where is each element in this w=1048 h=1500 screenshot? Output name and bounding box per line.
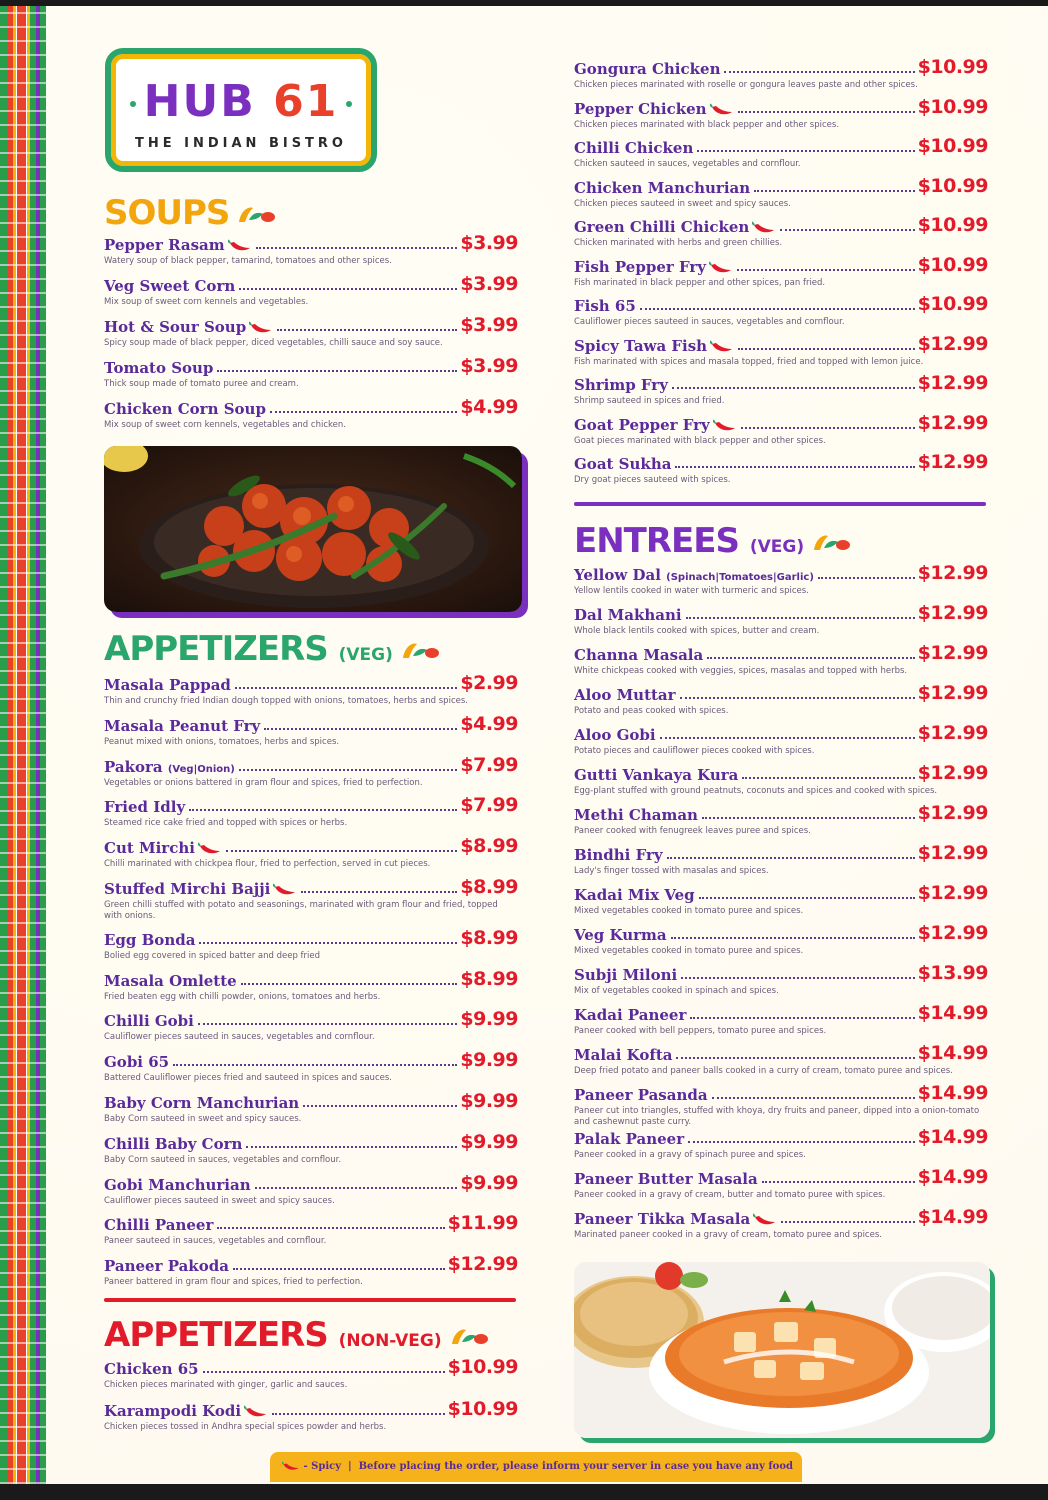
chili-icon bbox=[198, 842, 222, 856]
menu-item bbox=[104, 1131, 518, 1166]
leader-dots bbox=[741, 427, 915, 429]
menu-item-description: Thick soup made of tomato puree and cream. bbox=[104, 379, 299, 389]
leader-dots bbox=[270, 411, 457, 413]
menu-item bbox=[574, 293, 988, 328]
menu-item-description: Chilli marinated with chickpea flour, fried to perfection, served in cut pieces. bbox=[104, 859, 431, 870]
menu-item-name: Gongura Chicken bbox=[574, 60, 721, 78]
menu-item-name: Shrimp Fry bbox=[574, 376, 668, 394]
menu-item bbox=[104, 1049, 518, 1084]
menu-item-price: $14.99 bbox=[917, 1166, 988, 1188]
divider-entrees bbox=[574, 502, 986, 506]
menu-item-name: Dal Makhani bbox=[574, 606, 682, 624]
leader-dots bbox=[738, 348, 915, 350]
menu-item-options: (Veg|Onion) bbox=[167, 763, 235, 775]
menu-item bbox=[574, 1082, 988, 1128]
chili-icon bbox=[282, 1461, 300, 1472]
menu-item-price: $12.99 bbox=[917, 682, 988, 704]
menu-item-name: Chicken Manchurian bbox=[574, 178, 751, 197]
menu-item-description: Cauliflower pieces sauteed in sauces, vegetables and cornflour. bbox=[104, 1032, 375, 1043]
logo-number: 61 bbox=[273, 76, 339, 127]
menu-item-description: Potato and peas cooked with spices. bbox=[574, 706, 729, 716]
menu-item-name: Yellow Dal (Spinach|Tomatoes|Garlic) bbox=[574, 566, 814, 584]
menu-item-price: $8.99 bbox=[460, 967, 518, 990]
menu-item-description: Steamed rice cake fried and topped with spices or herbs. bbox=[104, 818, 348, 829]
menu-item-description: Watery soup of black pepper, tamarind, tomatoes and other spices. bbox=[104, 256, 392, 266]
menu-item bbox=[104, 876, 518, 922]
menu-item-description: Cauliflower pieces sauteed in sauces, vegetables and cornflour. bbox=[574, 317, 845, 327]
menu-item-description: Battered Cauliflower pieces fried and sauteed in spices and sauces. bbox=[104, 1073, 392, 1084]
leader-dots bbox=[277, 329, 457, 331]
menu-item bbox=[574, 922, 988, 957]
menu-item bbox=[104, 1212, 518, 1247]
chili-icon bbox=[753, 1213, 777, 1227]
leader-dots bbox=[217, 1227, 444, 1229]
menu-item-price: $13.99 bbox=[917, 962, 988, 984]
menu-item-description: Paneer cut into triangles, stuffed with khoya, dry fruits and paneer, dipped into a onion-tomato and cashewnut paste curry. bbox=[574, 1106, 980, 1127]
menu-item-price: $9.99 bbox=[460, 1008, 518, 1031]
menu-item bbox=[104, 713, 518, 748]
menu-item-price: $12.99 bbox=[917, 722, 988, 744]
chili-icon bbox=[273, 883, 297, 897]
menu-item-price: $8.99 bbox=[460, 835, 518, 858]
menu-item-price: $10.99 bbox=[917, 174, 988, 197]
leader-dots bbox=[781, 1221, 914, 1223]
menu-item-name: Aloo Gobi bbox=[574, 726, 656, 744]
menu-item-description: Paneer battered in gram flour and spices, fried to perfection. bbox=[104, 1277, 363, 1288]
menu-item-description: Deep fried potato and paneer balls cooked in a curry of cream, tomato puree and spices. bbox=[574, 1066, 953, 1076]
menu-item bbox=[574, 722, 988, 757]
menu-item-name: Malai Kofta bbox=[574, 1046, 673, 1064]
menu-item-price: $10.99 bbox=[447, 1398, 518, 1420]
menu-item-description: Potato pieces and cauliflower pieces cooked with spices. bbox=[574, 746, 815, 756]
menu-item-price: $7.99 bbox=[460, 794, 518, 817]
menu-item-name: Fish Pepper Fry bbox=[574, 258, 733, 276]
menu-item-name: Gutti Vankaya Kura bbox=[574, 766, 739, 784]
menu-item-price: $12.99 bbox=[917, 372, 988, 394]
menu-item-price: $10.99 bbox=[917, 95, 988, 118]
section-title-appetizers-veg: APPETIZERS (VEG) bbox=[104, 630, 441, 674]
leader-dots bbox=[672, 387, 915, 389]
leader-dots bbox=[681, 977, 914, 979]
menu-item bbox=[574, 1166, 988, 1201]
menu-item-name: Bindhi Fry bbox=[574, 846, 663, 864]
menu-item-price: $14.99 bbox=[917, 1002, 988, 1024]
footer-spicy-label: - Spicy bbox=[303, 1461, 342, 1472]
menu-item-name: Kadai Paneer bbox=[574, 1006, 687, 1024]
menu-item-name: Egg Bonda bbox=[104, 930, 196, 949]
menu-item bbox=[574, 562, 988, 597]
menu-item-name: Kadai Mix Veg bbox=[574, 886, 695, 904]
photo-fried-chicken bbox=[104, 446, 522, 612]
menu-item-name: Paneer Butter Masala bbox=[574, 1170, 758, 1188]
chili-icon bbox=[710, 103, 734, 117]
menu-item bbox=[574, 214, 988, 249]
menu-item-price: $12.99 bbox=[917, 802, 988, 824]
leader-dots bbox=[303, 1105, 457, 1107]
leader-dots bbox=[199, 942, 457, 944]
menu-item bbox=[574, 451, 988, 486]
menu-item-description: Mix of vegetables cooked in spinach and spices. bbox=[574, 986, 779, 996]
menu-item bbox=[104, 835, 518, 870]
menu-item-description: Vegetables or onions battered in gram flour and spices, fried to perfection. bbox=[104, 777, 423, 788]
leader-dots bbox=[742, 777, 914, 779]
menu-item bbox=[574, 96, 988, 131]
menu-item-price: $14.99 bbox=[917, 1082, 988, 1104]
leader-dots bbox=[676, 1057, 914, 1059]
leader-dots bbox=[189, 809, 457, 811]
menu-item-description: Dry goat pieces sauteed with spices. bbox=[574, 475, 731, 485]
menu-item bbox=[104, 273, 518, 308]
leader-dots bbox=[675, 466, 914, 468]
leader-dots bbox=[241, 983, 458, 985]
menu-item-description: Paneer cooked in a gravy of spinach puree and spices. bbox=[574, 1150, 806, 1160]
menu-item bbox=[104, 232, 518, 267]
menu-item-name: Hot & Sour Soup bbox=[104, 318, 273, 336]
menu-item-price: $10.99 bbox=[447, 1356, 518, 1378]
menu-item-description: Paneer sauteed in sauces, vegetables and cornflour. bbox=[104, 1236, 327, 1247]
divider-appetizers bbox=[104, 1298, 516, 1302]
leader-dots bbox=[660, 737, 915, 739]
menu-item-name: Pepper Rasam bbox=[104, 236, 252, 254]
menu-item-name: Aloo Muttar bbox=[574, 686, 676, 704]
leaf-icon bbox=[235, 204, 277, 226]
menu-item-description: Baby Corn sauteed in sweet and spicy sauces. bbox=[104, 1114, 302, 1124]
leader-dots bbox=[762, 1181, 915, 1183]
menu-item-name: Baby Corn Manchurian bbox=[104, 1094, 300, 1112]
menu-item-price: $2.99 bbox=[460, 672, 518, 694]
menu-item-name: Paneer Pakoda bbox=[104, 1257, 229, 1276]
chili-icon bbox=[228, 239, 252, 253]
menu-item-name: Tomato Soup bbox=[104, 359, 214, 377]
menu-item-name: Fried Idly bbox=[104, 798, 186, 817]
leader-dots bbox=[272, 1413, 445, 1415]
menu-item-price: $9.99 bbox=[460, 1171, 518, 1194]
menu-item-description: Chicken pieces marinated with ginger, garlic and sauces. bbox=[104, 1380, 348, 1390]
menu-item-name: Gobi Manchurian bbox=[104, 1175, 251, 1194]
chili-icon bbox=[713, 419, 737, 433]
menu-item bbox=[574, 254, 988, 289]
menu-item-price: $12.99 bbox=[917, 562, 988, 584]
menu-item-price: $14.99 bbox=[917, 1206, 988, 1228]
menu-item-price: $12.99 bbox=[917, 762, 988, 784]
leader-dots bbox=[255, 1187, 458, 1189]
chili-icon bbox=[244, 1405, 268, 1419]
leader-dots bbox=[818, 577, 915, 579]
menu-item-description: Paneer cooked with fenugreek leaves puree and spices. bbox=[574, 826, 811, 836]
leader-dots bbox=[688, 1141, 915, 1143]
menu-item-price: $12.99 bbox=[917, 411, 988, 434]
menu-item-description: Mixed vegetables cooked in tomato puree and spices. bbox=[574, 946, 804, 956]
menu-item-name: Gobi 65 bbox=[104, 1053, 170, 1072]
menu-item-name: Paneer Tikka Masala bbox=[574, 1210, 777, 1228]
menu-item-name: Cut Mirchi bbox=[104, 839, 222, 857]
menu-item bbox=[574, 842, 988, 877]
menu-item bbox=[574, 882, 988, 917]
menu-item-description: Whole black lentils cooked with spices, butter and cream. bbox=[574, 626, 820, 636]
menu-item-name: Chilli Chicken bbox=[574, 139, 694, 157]
menu-item-name: Palak Paneer bbox=[574, 1130, 685, 1148]
menu-item-price: $10.99 bbox=[917, 56, 988, 78]
menu-item-price: $11.99 bbox=[447, 1212, 518, 1235]
menu-item-name: Chilli Paneer bbox=[104, 1216, 214, 1235]
leader-dots bbox=[217, 370, 457, 372]
menu-item-price: $12.99 bbox=[917, 332, 988, 355]
menu-item-description: Lady's finger tossed with masalas and spices. bbox=[574, 866, 769, 876]
menu-item-price: $3.99 bbox=[460, 232, 518, 254]
menu-item-price: $12.99 bbox=[917, 642, 988, 664]
menu-item bbox=[574, 56, 988, 91]
menu-item-description: Peanut mixed with onions, tomatoes, herbs and spices. bbox=[104, 736, 340, 747]
menu-item bbox=[574, 135, 988, 170]
leader-dots bbox=[680, 697, 915, 699]
menu-item-price: $14.99 bbox=[917, 1042, 988, 1064]
menu-item-name: Chilli Baby Corn bbox=[104, 1134, 243, 1153]
leader-dots bbox=[697, 150, 914, 152]
menu-item-name: Pepper Chicken bbox=[574, 100, 734, 118]
menu-item-name: Veg Kurma bbox=[574, 926, 667, 944]
menu-item-name: Masala Pappad bbox=[104, 676, 231, 694]
menu-item-name: Methi Chaman bbox=[574, 806, 698, 824]
leader-dots bbox=[667, 857, 915, 859]
menu-item bbox=[104, 968, 518, 1003]
menu-item-price: $7.99 bbox=[460, 753, 518, 776]
menu-item-name: Veg Sweet Corn bbox=[104, 277, 236, 295]
menu-item-price: $12.99 bbox=[917, 922, 988, 944]
leader-dots bbox=[246, 1146, 457, 1148]
menu-item-name: Chicken 65 bbox=[104, 1360, 199, 1378]
menu-item-price: $12.99 bbox=[917, 451, 988, 473]
footer-allergy-note: Before placing the order, please inform your server in case you have any food bbox=[358, 1461, 793, 1472]
menu-item-description: Fish marinated in black pepper and other spices, pan fried. bbox=[574, 277, 826, 288]
menu-item bbox=[574, 1126, 988, 1161]
menu-item-name: Channa Masala bbox=[574, 646, 704, 664]
menu-item-price: $10.99 bbox=[917, 293, 988, 315]
menu-item-name: Masala Peanut Fry bbox=[104, 716, 261, 735]
menu-item-price: $9.99 bbox=[460, 1090, 518, 1112]
menu-item-price: $12.99 bbox=[447, 1253, 518, 1276]
menu-item-price: $8.99 bbox=[460, 926, 518, 949]
menu-item bbox=[104, 794, 518, 829]
menu-item bbox=[574, 333, 988, 368]
menu-item-price: $4.99 bbox=[460, 396, 518, 418]
menu-item bbox=[574, 372, 988, 407]
menu-item-description: Thin and crunchy fried Indian dough topped with onions, tomatoes, herbs and spices. bbox=[104, 696, 468, 706]
logo-subtitle: THE INDIAN BISTRO bbox=[134, 136, 347, 151]
menu-item bbox=[574, 175, 988, 210]
section-title-entrees-veg: ENTREES (VEG) bbox=[574, 522, 852, 566]
menu-item-name: Chicken Corn Soup bbox=[104, 400, 266, 418]
menu-item-name: Subji Miloni bbox=[574, 966, 678, 984]
leader-dots bbox=[235, 687, 457, 689]
leader-dots bbox=[702, 817, 915, 819]
leader-dots bbox=[264, 728, 457, 730]
menu-item bbox=[104, 754, 518, 789]
menu-item-name: Fish 65 bbox=[574, 297, 636, 315]
leader-dots bbox=[239, 769, 458, 771]
menu-item-description: Fish marinated with spices and masala topped, fried and topped with lemon juice. bbox=[574, 356, 924, 367]
menu-item-description: Mix soup of sweet corn kennels, vegetables and chicken. bbox=[104, 420, 346, 430]
menu-item bbox=[104, 1356, 518, 1391]
leader-dots bbox=[780, 229, 914, 231]
menu-item-description: Marinated paneer cooked in a gravy of cream, tomato puree and spices. bbox=[574, 1230, 882, 1240]
leader-dots bbox=[640, 308, 915, 310]
decorative-border bbox=[0, 6, 46, 1484]
menu-item-description: Green chilli stuffed with potato and seasonings, marinated with gram flour and fried, topped with onions. bbox=[104, 900, 498, 921]
leader-dots bbox=[256, 247, 458, 249]
menu-item-name: Goat Sukha bbox=[574, 455, 672, 473]
leader-dots bbox=[233, 1268, 445, 1270]
menu-item-name: Stuffed Mirchi Bajji bbox=[104, 880, 297, 898]
menu-item-name: Chilli Gobi bbox=[104, 1012, 194, 1031]
leader-dots bbox=[754, 190, 915, 192]
leader-dots bbox=[737, 269, 915, 271]
menu-item-price: $10.99 bbox=[917, 135, 988, 157]
menu-item bbox=[104, 1090, 518, 1125]
leader-dots bbox=[686, 617, 915, 619]
leader-dots bbox=[671, 937, 915, 939]
leaf-icon bbox=[448, 1326, 490, 1348]
menu-item bbox=[574, 802, 988, 837]
menu-item-description: Chicken marinated with herbs and green chillies. bbox=[574, 238, 783, 248]
menu-item-description: White chickpeas cooked with veggies, spices, masalas and topped with herbs. bbox=[574, 666, 908, 676]
menu-item-name: Goat Pepper Fry bbox=[574, 416, 737, 434]
leader-dots bbox=[198, 1023, 458, 1025]
menu-item-price: $9.99 bbox=[460, 1049, 518, 1072]
menu-item-description: Chicken pieces tossed in Andhra special spices powder and herbs. bbox=[104, 1422, 387, 1432]
logo bbox=[105, 48, 377, 172]
menu-item-description: Mixed vegetables cooked in tomato puree and spices. bbox=[574, 906, 804, 916]
menu-item-price: $10.99 bbox=[917, 253, 988, 276]
menu-item-name: Spicy Tawa Fish bbox=[574, 337, 734, 355]
menu-item bbox=[574, 1002, 988, 1037]
menu-item-name: Pakora (Veg|Onion) bbox=[104, 757, 235, 776]
menu-item-price: $10.99 bbox=[917, 214, 988, 236]
menu-item bbox=[574, 602, 988, 637]
menu-item bbox=[104, 396, 518, 431]
leader-dots bbox=[738, 111, 915, 113]
leaf-icon bbox=[810, 532, 852, 554]
chili-icon bbox=[709, 261, 733, 275]
menu-item-price: $12.99 bbox=[917, 602, 988, 624]
leader-dots bbox=[173, 1064, 457, 1066]
menu-item-price: $14.99 bbox=[917, 1126, 988, 1148]
menu-item bbox=[104, 1008, 518, 1043]
leader-dots bbox=[239, 288, 457, 290]
menu-item bbox=[574, 1042, 988, 1077]
menu-item-name: Green Chilli Chicken bbox=[574, 218, 776, 236]
logo-title bbox=[111, 76, 371, 127]
menu-item bbox=[574, 762, 988, 797]
leaf-icon bbox=[399, 640, 441, 662]
menu-item-price: $12.99 bbox=[917, 842, 988, 864]
menu-item-description: Egg-plant stuffed with ground peatnuts, coconuts and spices and cooked with spices. bbox=[574, 786, 938, 796]
menu-item-price: $8.99 bbox=[460, 876, 518, 898]
menu-item-description: Cauliflower pieces sauteed in sweet and spicy sauces. bbox=[104, 1195, 335, 1206]
leader-dots bbox=[226, 850, 457, 852]
leader-dots bbox=[690, 1017, 914, 1019]
leader-dots bbox=[699, 897, 915, 899]
menu-item-description: Paneer cooked in a gravy of cream, butter and tomato puree with spices. bbox=[574, 1190, 886, 1200]
menu-item bbox=[104, 355, 518, 390]
chili-icon bbox=[249, 321, 273, 335]
menu-item-description: Chicken pieces marinated with roselle or gongura leaves paste and other spices. bbox=[574, 80, 918, 90]
menu-item bbox=[104, 927, 518, 962]
menu-item bbox=[104, 1253, 518, 1288]
menu-item-description: Chicken sauteed in sauces, vegetables and cornflour. bbox=[574, 159, 801, 169]
menu-item-options: (Spinach|Tomatoes|Garlic) bbox=[666, 572, 814, 583]
chili-icon bbox=[752, 221, 776, 235]
menu-item-description: Mix soup of sweet corn kennels and vegetables. bbox=[104, 297, 309, 307]
menu-item-description: Yellow lentils cooked in water with turmeric and spices. bbox=[574, 586, 809, 596]
menu-item-price: $12.99 bbox=[917, 882, 988, 904]
leader-dots bbox=[724, 71, 914, 73]
logo-hub: HUB bbox=[143, 76, 256, 127]
footer-note: - Spicy | Before placing the order, please inform your server in case you have any food bbox=[270, 1452, 802, 1482]
menu-item-description: Chicken pieces marinated with black pepper and other spices. bbox=[574, 119, 840, 130]
leader-dots bbox=[203, 1371, 445, 1373]
menu-item-price: $3.99 bbox=[460, 355, 518, 377]
menu-item-price: $3.99 bbox=[460, 273, 518, 295]
menu-item-description: Baby Corn sauteed in sauces, vegetables and cornflour. bbox=[104, 1154, 342, 1165]
menu-item-price: $3.99 bbox=[460, 314, 518, 336]
menu-item-description: Bolied egg covered in spiced batter and deep fried bbox=[104, 950, 321, 961]
section-title-appetizers-nonveg: APPETIZERS (NON-VEG) bbox=[104, 1316, 490, 1360]
chili-icon bbox=[710, 340, 734, 354]
menu-item bbox=[574, 412, 988, 447]
menu-item-name: Masala Omlette bbox=[104, 971, 237, 990]
menu-item-price: $4.99 bbox=[460, 712, 518, 735]
menu-item-description: Goat pieces marinated with black pepper and other spices. bbox=[574, 435, 826, 446]
section-title-soups: SOUPS bbox=[104, 194, 277, 232]
menu-item-description: Paneer cooked with bell peppers, tomato puree and spices. bbox=[574, 1026, 827, 1036]
menu-item-description: Shrimp sauteed in spices and fried. bbox=[574, 396, 725, 406]
leader-dots bbox=[301, 891, 457, 893]
menu-item bbox=[104, 1398, 518, 1433]
menu-item-name: Karampodi Kodi bbox=[104, 1402, 268, 1420]
menu-item bbox=[104, 1172, 518, 1207]
menu-item-description: Fried beaten egg with chilli powder, onions, tomatoes and herbs. bbox=[104, 991, 381, 1002]
leader-dots bbox=[712, 1097, 915, 1099]
menu-item bbox=[574, 642, 988, 677]
menu-item bbox=[574, 962, 988, 997]
menu-item-name: Paneer Pasanda bbox=[574, 1086, 708, 1104]
leader-dots bbox=[707, 657, 914, 659]
menu-item bbox=[574, 1206, 988, 1241]
menu-item bbox=[104, 672, 518, 707]
menu-item-price: $9.99 bbox=[460, 1130, 518, 1153]
frame-bottom bbox=[0, 1484, 1048, 1500]
menu-item bbox=[574, 682, 988, 717]
menu-item-description: Spicy soup made of black pepper, diced vegetables, chilli sauce and soy sauce. bbox=[104, 338, 443, 348]
menu-item bbox=[104, 314, 518, 349]
menu-item-description: Chicken pieces sauteed in sweet and spicy sauces. bbox=[574, 198, 791, 209]
photo-paneer-curry bbox=[574, 1262, 990, 1438]
